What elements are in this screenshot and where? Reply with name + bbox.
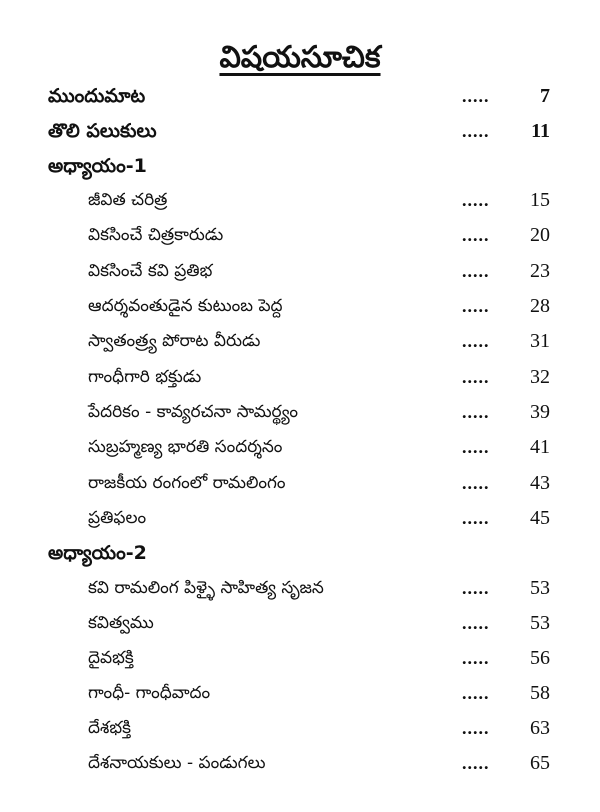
- toc-entry: [0, 712, 600, 744]
- toc-entry: [0, 747, 600, 779]
- toc-leader: .....: [462, 648, 490, 668]
- toc-leader: .....: [462, 578, 490, 598]
- toc-entry: [0, 255, 600, 287]
- toc-label: దేశభక్తి: [88, 718, 131, 738]
- toc-leader: .....: [462, 473, 490, 493]
- toc-page: 7: [540, 85, 550, 107]
- toc-entry: [0, 502, 600, 534]
- toc-label: కవి రామలింగ పిళ్ళై సాహిత్య సృజన: [88, 578, 324, 598]
- toc-leader: .....: [462, 683, 490, 703]
- toc-page: 43: [530, 472, 550, 494]
- toc-page: 41: [530, 436, 550, 458]
- toc-label: అధ్యాయం-2: [48, 542, 147, 564]
- toc-page: 53: [530, 612, 550, 634]
- toc-page: 11: [531, 120, 550, 142]
- toc-entry: [0, 642, 600, 674]
- toc-page: 15: [530, 189, 550, 211]
- toc-entry: [0, 184, 600, 216]
- toc-label: గాంధీగారి భక్తుడు: [88, 367, 202, 387]
- toc-leader: .....: [462, 753, 490, 773]
- toc-page: 45: [530, 507, 550, 529]
- toc-label: స్వాతంత్ర్య పోరాట వీరుడు: [88, 331, 261, 351]
- toc-entry: [0, 219, 600, 251]
- toc-entry: [0, 361, 600, 393]
- toc-leader: .....: [462, 402, 490, 422]
- toc-leader: .....: [462, 86, 490, 106]
- toc-page: 32: [530, 366, 550, 388]
- toc-leader: .....: [462, 613, 490, 633]
- toc-page: 39: [530, 401, 550, 423]
- toc-label: గాంధీ- గాంధీవాదం: [88, 683, 211, 703]
- toc-label: ప్రతిఫలం: [88, 508, 147, 528]
- toc-leader: .....: [462, 121, 490, 141]
- toc-label: కవిత్వము: [88, 613, 154, 633]
- toc-leader: .....: [462, 437, 490, 457]
- toc-label: అధ్యాయం-1: [48, 155, 147, 177]
- toc-leader: .....: [462, 367, 490, 387]
- toc-leader: .....: [462, 331, 490, 351]
- toc-leader: .....: [462, 190, 490, 210]
- toc-page: 65: [530, 752, 550, 774]
- toc-label: దేశనాయకులు - పండుగలు: [88, 753, 266, 773]
- toc-entry: [0, 325, 600, 357]
- page-title: విషయసూచిక: [219, 40, 381, 75]
- toc-page: 58: [530, 682, 550, 704]
- toc-entry-opening-words: [0, 115, 600, 147]
- toc-label: తొలి పలుకులు: [48, 120, 157, 142]
- toc-leader: .....: [462, 296, 490, 316]
- toc-entry: [0, 290, 600, 322]
- toc-page: 56: [530, 647, 550, 669]
- toc-label: పేదరికం - కావ్యరచనా సామర్థ్యం: [88, 402, 298, 422]
- toc-label: దైవభక్తి: [88, 648, 134, 668]
- toc-label: జీవిత చరిత్ర: [88, 190, 168, 210]
- toc-page: 31: [530, 330, 550, 352]
- toc-page: 53: [530, 577, 550, 599]
- toc-label: సుబ్రహ్మణ్య భారతి సందర్శనం: [88, 437, 283, 457]
- toc-page: 20: [530, 224, 550, 246]
- toc-label: ఆదర్శవంతుడైన కుటుంబ పెద్ద: [88, 296, 283, 316]
- toc-page: 63: [530, 717, 550, 739]
- toc-entry: [0, 607, 600, 639]
- toc-label: వికసించే చిత్రకారుడు: [88, 225, 224, 245]
- toc-leader: .....: [462, 261, 490, 281]
- toc-label: రాజకీయ రంగంలో రామలింగం: [88, 473, 286, 493]
- toc-entry: [0, 396, 600, 428]
- toc-label: ముందుమాట: [48, 85, 146, 107]
- toc-page: 28: [530, 295, 550, 317]
- toc-chapter-1-heading: [0, 150, 600, 182]
- toc-leader: .....: [462, 718, 490, 738]
- toc-entry: [0, 467, 600, 499]
- toc-page: 23: [530, 260, 550, 282]
- toc-label: వికసించే కవి ప్రతిభ: [88, 261, 213, 281]
- toc-entry: [0, 572, 600, 604]
- toc-entry: [0, 431, 600, 463]
- toc-entry: [0, 677, 600, 709]
- toc-entry-preface: [0, 80, 600, 112]
- toc-leader: .....: [462, 508, 490, 528]
- toc-chapter-2-heading: [0, 537, 600, 569]
- toc-leader: .....: [462, 225, 490, 245]
